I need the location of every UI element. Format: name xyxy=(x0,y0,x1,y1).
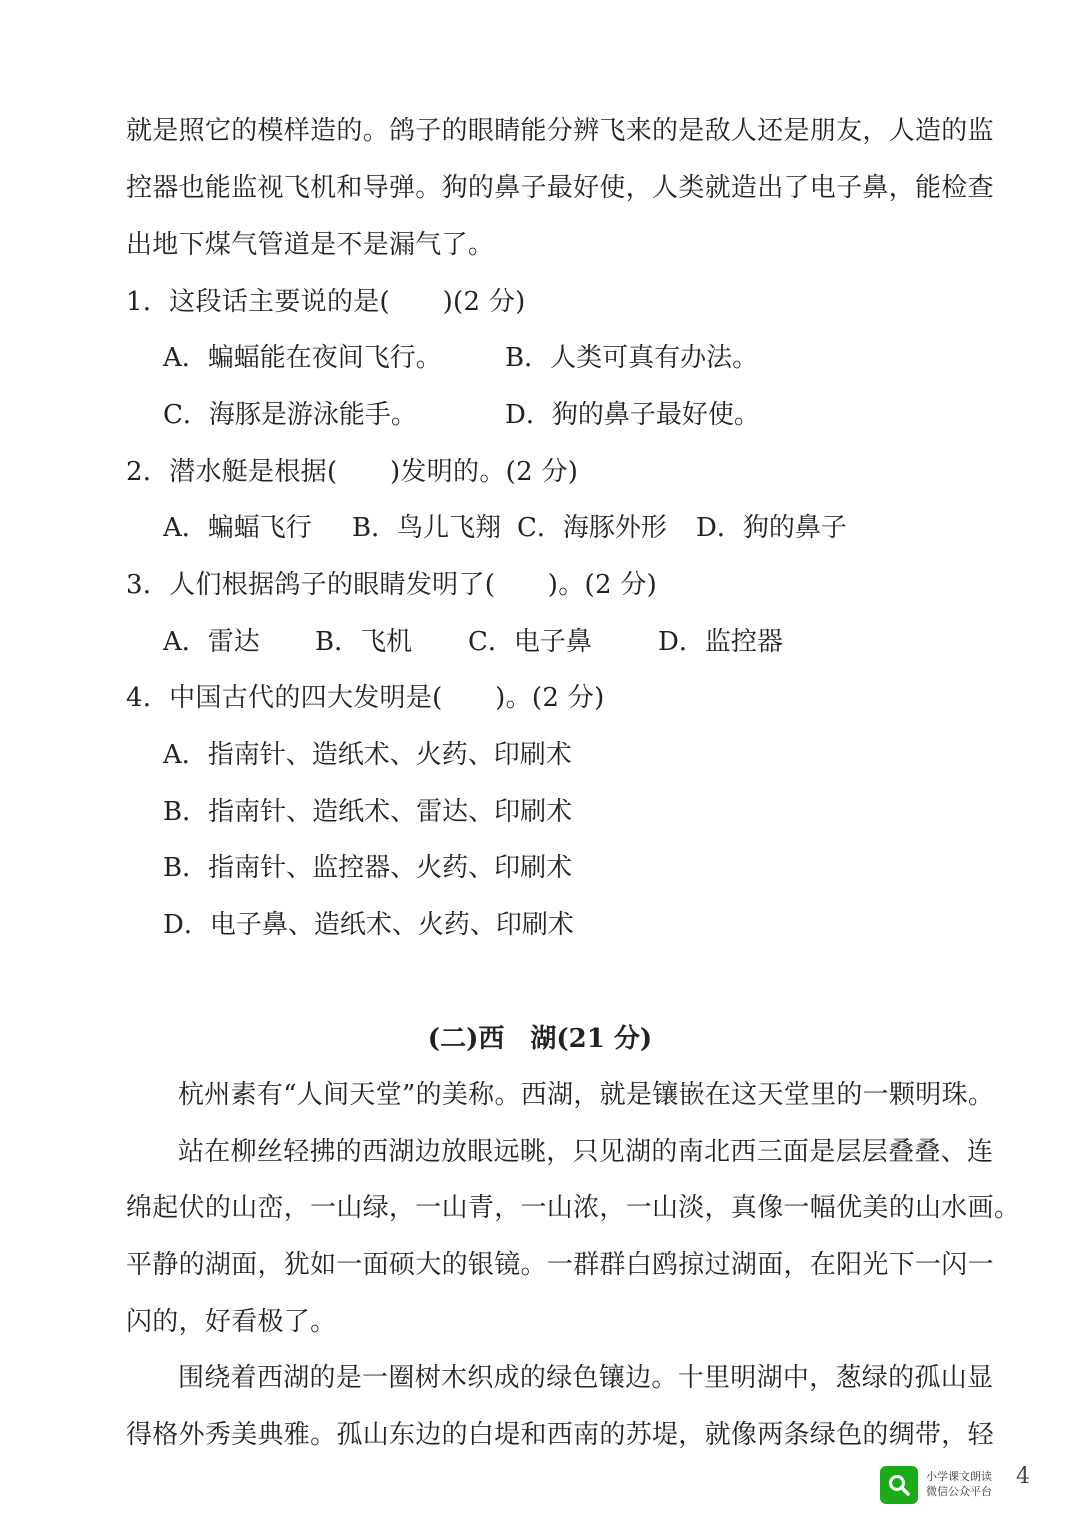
passage-line: 就是照它的模样造的。鸽子的眼睛能分辨飞来的是敌人还是朋友，人造的监 xyxy=(126,116,994,146)
passage-line: 闪的，好看极了。 xyxy=(126,1307,337,1337)
page-number: 4 xyxy=(1016,1464,1030,1489)
option: B．指南针、造纸术、雷达、印刷术 xyxy=(163,797,573,827)
option: A．蝙蝠飞行 xyxy=(163,513,312,543)
option: D．监控器 xyxy=(658,627,783,657)
question-stem: 2．潜水艇是根据( )发明的。(2 分) xyxy=(126,457,579,487)
brand-line: 小学课文朗读 xyxy=(926,1470,992,1483)
passage-line: 平静的湖面，犹如一面硕大的银镜。一群群白鸥掠过湖面，在阳光下一闪一 xyxy=(126,1250,994,1280)
question-stem: 1．这段话主要说的是( )(2 分) xyxy=(126,287,526,317)
option: C．海豚外形 xyxy=(517,513,667,543)
question-stem: 3．人们根据鸽子的眼睛发明了( )。(2 分) xyxy=(126,570,658,600)
passage-line: 出地下煤气管道是不是漏气了。 xyxy=(126,230,495,260)
option: D．电子鼻、造纸术、火药、印刷术 xyxy=(163,910,574,940)
question-stem: 4．中国古代的四大发明是( )。(2 分) xyxy=(126,683,605,713)
option: D．狗的鼻子最好使。 xyxy=(505,400,760,430)
brand-line: 微信公众平台 xyxy=(926,1485,992,1498)
passage-line: 得格外秀美典雅。孤山东边的白堤和西南的苏堤，就像两条绿色的绸带，轻 xyxy=(126,1420,994,1450)
search-icon xyxy=(880,1466,918,1504)
option: D．狗的鼻子 xyxy=(696,513,847,543)
option: A．雷达 xyxy=(163,627,260,657)
passage-line: 站在柳丝轻拂的西湖边放眼远眺，只见湖的南北西三面是层层叠叠、连 xyxy=(178,1137,994,1167)
section-title: (二)西 湖(21 分) xyxy=(427,1024,653,1054)
option: C．电子鼻 xyxy=(468,627,592,657)
passage-line: 绵起伏的山峦，一山绿，一山青，一山浓，一山淡，真像一幅优美的山水画。 xyxy=(126,1193,1021,1223)
passage-line: 杭州素有“人间天堂”的美称。西湖，就是镶嵌在这天堂里的一颗明珠。 xyxy=(178,1080,995,1110)
option: A．指南针、造纸术、火药、印刷术 xyxy=(163,740,572,770)
option: B．鸟儿飞翔 xyxy=(352,513,502,543)
wechat-watermark xyxy=(880,1466,1006,1504)
option: B．人类可真有办法。 xyxy=(505,343,759,373)
passage-line: 控器也能监视飞机和导弹。狗的鼻子最好使，人类就造出了电子鼻，能检查 xyxy=(126,173,994,203)
option: B．飞机 xyxy=(315,627,413,657)
option: C．海豚是游泳能手。 xyxy=(163,400,417,430)
option: A．蝙蝠能在夜间飞行。 xyxy=(163,343,442,373)
option: B．指南针、监控器、火药、印刷术 xyxy=(163,853,573,883)
passage-line: 围绕着西湖的是一圈树木织成的绿色镶边。十里明湖中，葱绿的孤山显 xyxy=(178,1363,994,1393)
